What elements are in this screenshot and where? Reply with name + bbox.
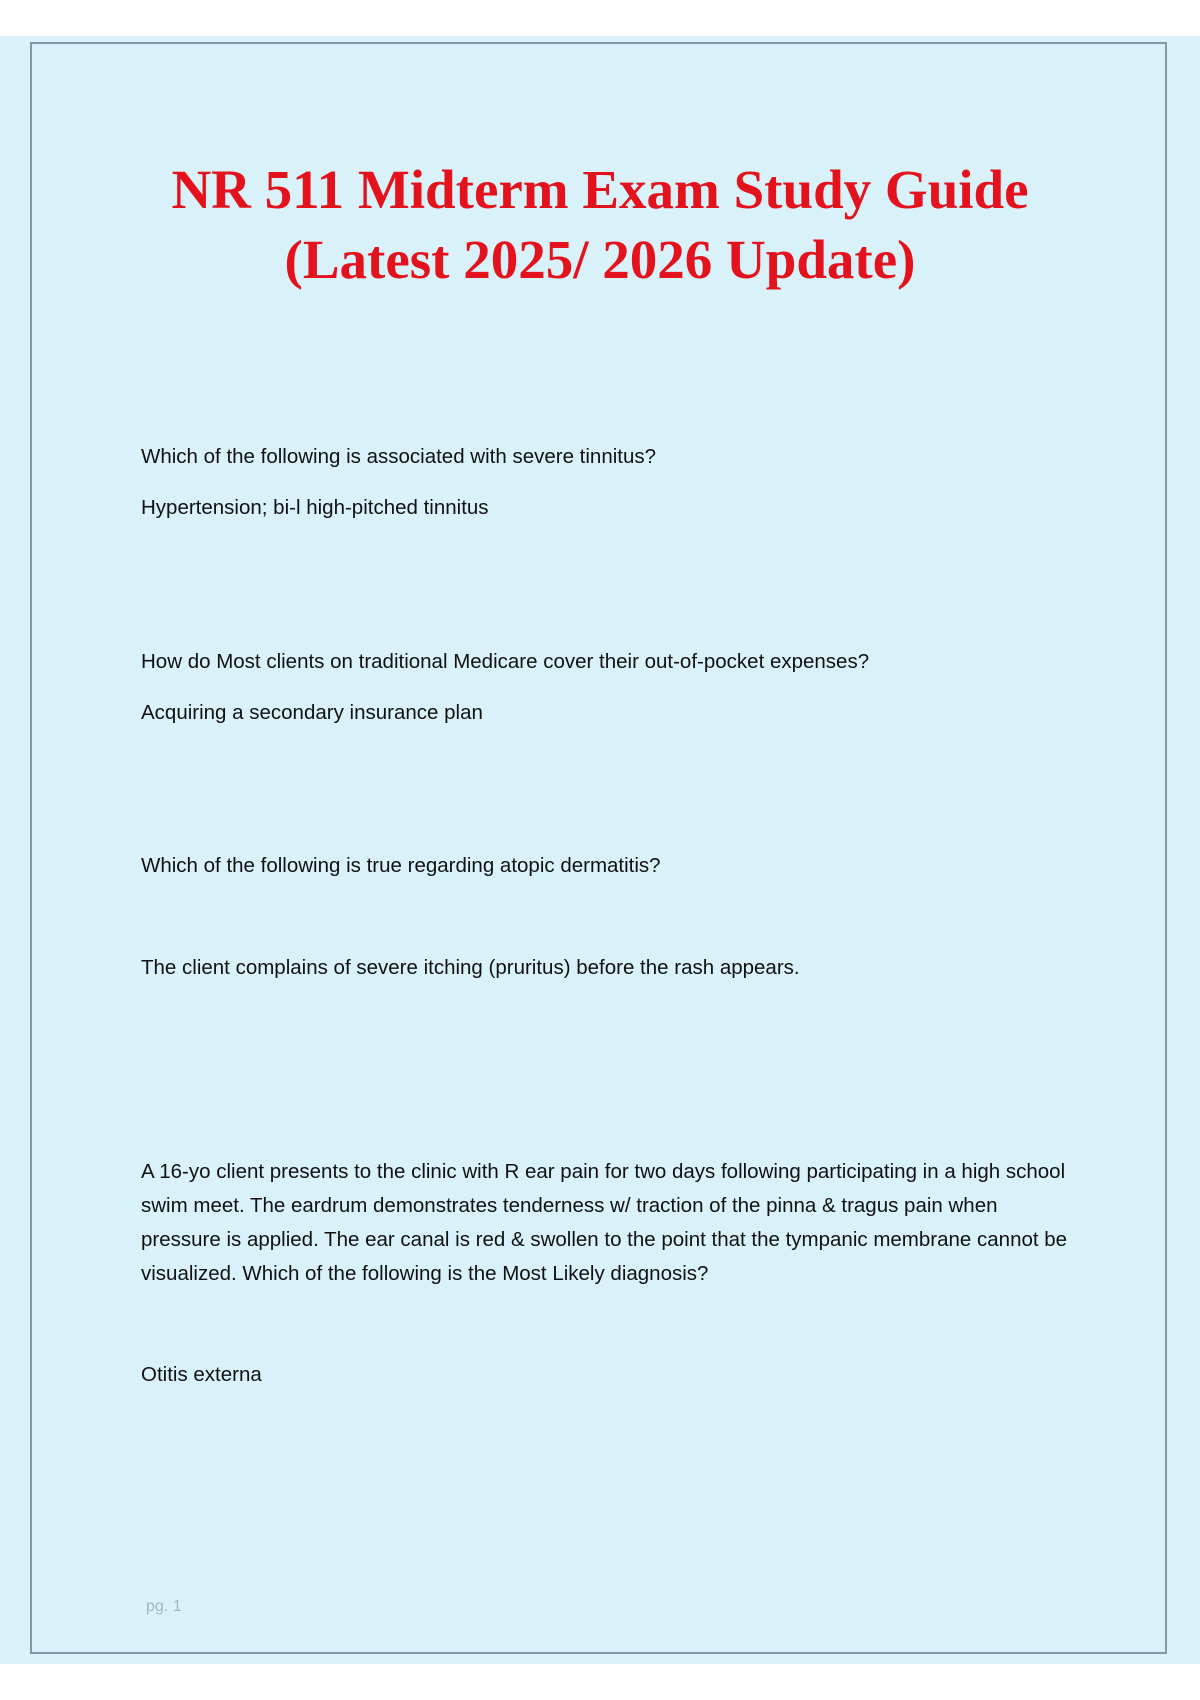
qa-item-3 bbox=[141, 849, 1071, 985]
answer-1: Hypertension; bi-l high-pitched tinnitus bbox=[141, 496, 489, 519]
answer-4: Otitis externa bbox=[141, 1363, 262, 1386]
qa-item-2 bbox=[141, 645, 1071, 730]
title-line-2: (Latest 2025/ 2026 Update) bbox=[284, 229, 916, 290]
document-title bbox=[0, 155, 1200, 295]
page-number: pg. 1 bbox=[146, 1598, 182, 1615]
qa-item-4 bbox=[141, 1155, 1071, 1392]
title-line-1: NR 511 Midterm Exam Study Guide bbox=[171, 159, 1029, 220]
question-3: Which of the following is true regarding atopic dermatitis? bbox=[141, 854, 661, 877]
question-2: How do Most clients on traditional Medicare cover their out-of-pocket expenses? bbox=[141, 650, 870, 673]
qa-item-1 bbox=[141, 440, 1071, 525]
question-1: Which of the following is associated with severe tinnitus? bbox=[141, 445, 657, 468]
question-4: A 16-yo client presents to the clinic with R ear pain for two days following participating in a high school swim meet. The eardrum demonstrates tenderness w/ traction of the pinna & tragus pain when pressure is applied. The ear canal is red & swollen to the point that the tympanic membrane cannot be visualized. Which of the following is the Most Likely diagnosis? bbox=[141, 1160, 1068, 1285]
answer-3: The client complains of severe itching (pruritus) before the rash appears. bbox=[141, 956, 800, 979]
answer-2: Acquiring a secondary insurance plan bbox=[141, 701, 483, 724]
